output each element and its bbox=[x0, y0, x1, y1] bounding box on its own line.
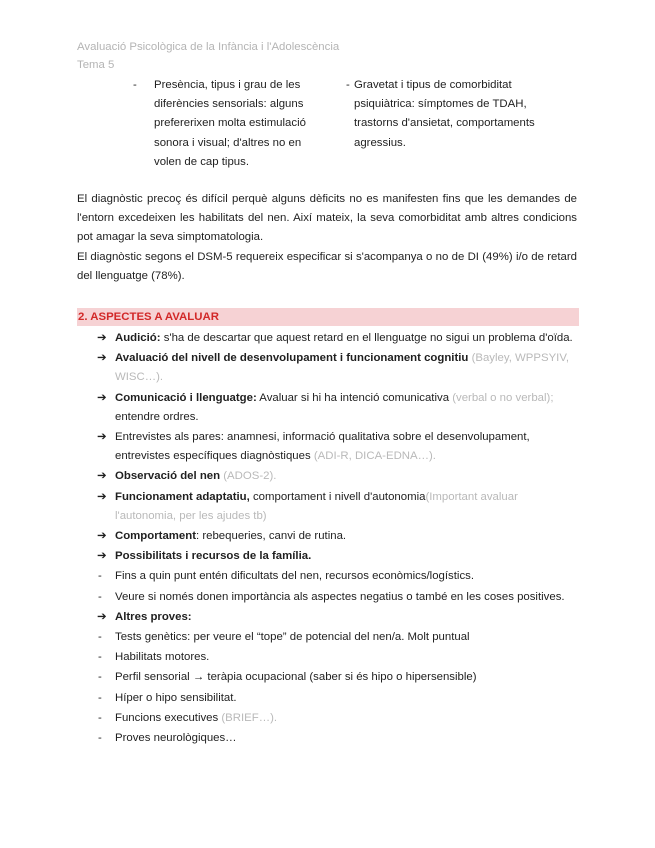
item-reference: (Important avaluar l'autonomia, per les ajudes tb) bbox=[115, 490, 518, 522]
arrow-icon: ➔ bbox=[97, 610, 107, 623]
item-bold-label: Comunicació i llenguatge: bbox=[115, 391, 257, 404]
left-line: diferències sensorials: alguns bbox=[154, 98, 304, 111]
arrow-icon: ➔ bbox=[97, 490, 107, 503]
section-heading: 2. ASPECTES A AVALUAR bbox=[77, 308, 579, 326]
left-line: volen de cap tipus. bbox=[154, 155, 249, 168]
item-reference: (ADI-R, DICA-EDNA…). bbox=[313, 450, 436, 463]
right-column-text bbox=[346, 76, 586, 153]
list-item bbox=[77, 389, 580, 427]
page-header bbox=[77, 38, 339, 74]
list-item bbox=[77, 648, 580, 667]
right-column bbox=[346, 76, 586, 153]
list-item bbox=[77, 467, 580, 486]
list-item bbox=[77, 729, 580, 748]
arrow-icon: ➔ bbox=[97, 352, 107, 365]
item-reference: (Bayley, WPPSYIV, WISC…). bbox=[115, 352, 570, 384]
dash-bullet: - bbox=[98, 732, 102, 745]
item-bold-label: Funcionament adaptatiu, bbox=[115, 490, 250, 503]
right-bullet: - bbox=[346, 79, 350, 91]
dash-bullet: - bbox=[98, 631, 102, 644]
list-item bbox=[77, 428, 580, 466]
right-line: Gravetat i tipus de comorbiditat bbox=[354, 79, 512, 91]
list-item bbox=[77, 709, 580, 728]
item-text: Entrevistes als pares: anamnesi, informació qualitativa sobre el desenvolupament, entrevistes específiques diagnòstiques bbox=[115, 431, 530, 463]
item-text: Funcions executives bbox=[115, 711, 222, 724]
left-line: sonora i visual; d'altres no en bbox=[154, 136, 302, 149]
arrow-icon: ➔ bbox=[97, 391, 107, 404]
arrow-icon: ➔ bbox=[97, 470, 107, 483]
item-text: s'ha de descartar que aquest retard en el llenguatge no sigui un problema d'oïda. bbox=[160, 332, 573, 344]
item-reference: (verbal o no verbal); bbox=[452, 391, 554, 404]
item-bold-label: Avaluació del nivell de desenvolupament i funcionament cognitiu bbox=[115, 352, 469, 365]
dash-bullet: - bbox=[98, 570, 102, 583]
left-bullet: - bbox=[133, 79, 137, 91]
item-bold-label: Audició: bbox=[115, 332, 161, 344]
topic-label: Tema 5 bbox=[77, 59, 115, 71]
left-line: prefererixen molta estimulació bbox=[154, 117, 306, 130]
right-line: trastorns d'ansietat, comportaments bbox=[354, 117, 535, 130]
assessment-list bbox=[77, 329, 580, 749]
dash-bullet: - bbox=[98, 711, 102, 724]
list-item bbox=[77, 329, 580, 348]
arrow-icon: ➔ bbox=[97, 332, 107, 344]
list-item bbox=[77, 628, 580, 647]
arrow-icon: ➔ bbox=[97, 550, 107, 563]
arrow-icon: ➔ bbox=[97, 431, 107, 444]
dash-bullet: - bbox=[98, 671, 102, 684]
list-item bbox=[77, 349, 580, 387]
item-text: Avaluar si hi ha intenció comunicativa bbox=[256, 391, 453, 404]
item-reference: (BRIEF…). bbox=[221, 711, 278, 724]
item-tail: entendre ordres. bbox=[115, 410, 199, 423]
right-line: agressius. bbox=[354, 136, 406, 149]
item-text: Tests genètics: per veure el “tope” de potencial del nen/a. Molt puntual bbox=[115, 631, 470, 644]
item-bold-label: Altres proves: bbox=[115, 610, 192, 623]
list-item bbox=[77, 689, 580, 708]
item-text: Habilitats motores. bbox=[115, 651, 210, 664]
item-bold-label: Possibilitats i recursos de la família. bbox=[115, 550, 312, 563]
list-item bbox=[77, 668, 580, 687]
dash-bullet: - bbox=[98, 691, 102, 704]
dash-bullet: - bbox=[98, 651, 102, 664]
list-item bbox=[77, 527, 580, 546]
list-item bbox=[77, 608, 580, 627]
item-reference: (ADOS-2). bbox=[223, 470, 277, 483]
item-bold-label: Observació del nen bbox=[115, 470, 221, 483]
list-item bbox=[77, 488, 580, 526]
list-item bbox=[77, 547, 580, 566]
item-text: : rebequeries, canvi de rutina. bbox=[196, 530, 347, 543]
item-text: Perfil sensorial → teràpia ocupacional (saber si és hipo o hipersensible) bbox=[115, 671, 477, 684]
left-column-text bbox=[133, 76, 323, 172]
paragraph-dsm5: El diagnòstic segons el DSM-5 requereix especificar si s'acompanya o no de DI (49%) i/o de retard del llenguatge (78%). bbox=[77, 251, 577, 283]
left-line: Presència, tipus i grau de les bbox=[154, 79, 301, 91]
item-text: Proves neurològiques… bbox=[115, 732, 237, 745]
item-bold-label: Comportament bbox=[115, 530, 197, 543]
dash-bullet: - bbox=[98, 590, 102, 603]
right-line: psiquiàtrica: símptomes de TDAH, bbox=[354, 98, 527, 111]
item-text: Híper o hipo sensibilitat. bbox=[115, 691, 237, 704]
course-title: Avaluació Psicològica de la Infància i l'Adolescència bbox=[77, 41, 340, 53]
item-text: comportament i nivell d'autonomia bbox=[249, 490, 426, 503]
left-column bbox=[133, 76, 323, 172]
item-text: Veure si només donen importància als aspectes negatius o també en les coses positives. bbox=[115, 590, 565, 603]
paragraph-early-diagnosis: El diagnòstic precoç és difícil perquè alguns dèficits no es manifesten fins que les demandes de l'entorn excedeixen les habilitats del nen. Així mateix, la seva comorbiditat amb altres condicions pot amagar la seva simptomatologia. bbox=[77, 193, 577, 244]
item-text: Fins a quin punt entén dificultats del nen, recursos econòmics/logístics. bbox=[115, 570, 474, 583]
arrow-icon: ➔ bbox=[97, 530, 107, 543]
list-item bbox=[77, 588, 580, 607]
list-item bbox=[77, 567, 580, 586]
